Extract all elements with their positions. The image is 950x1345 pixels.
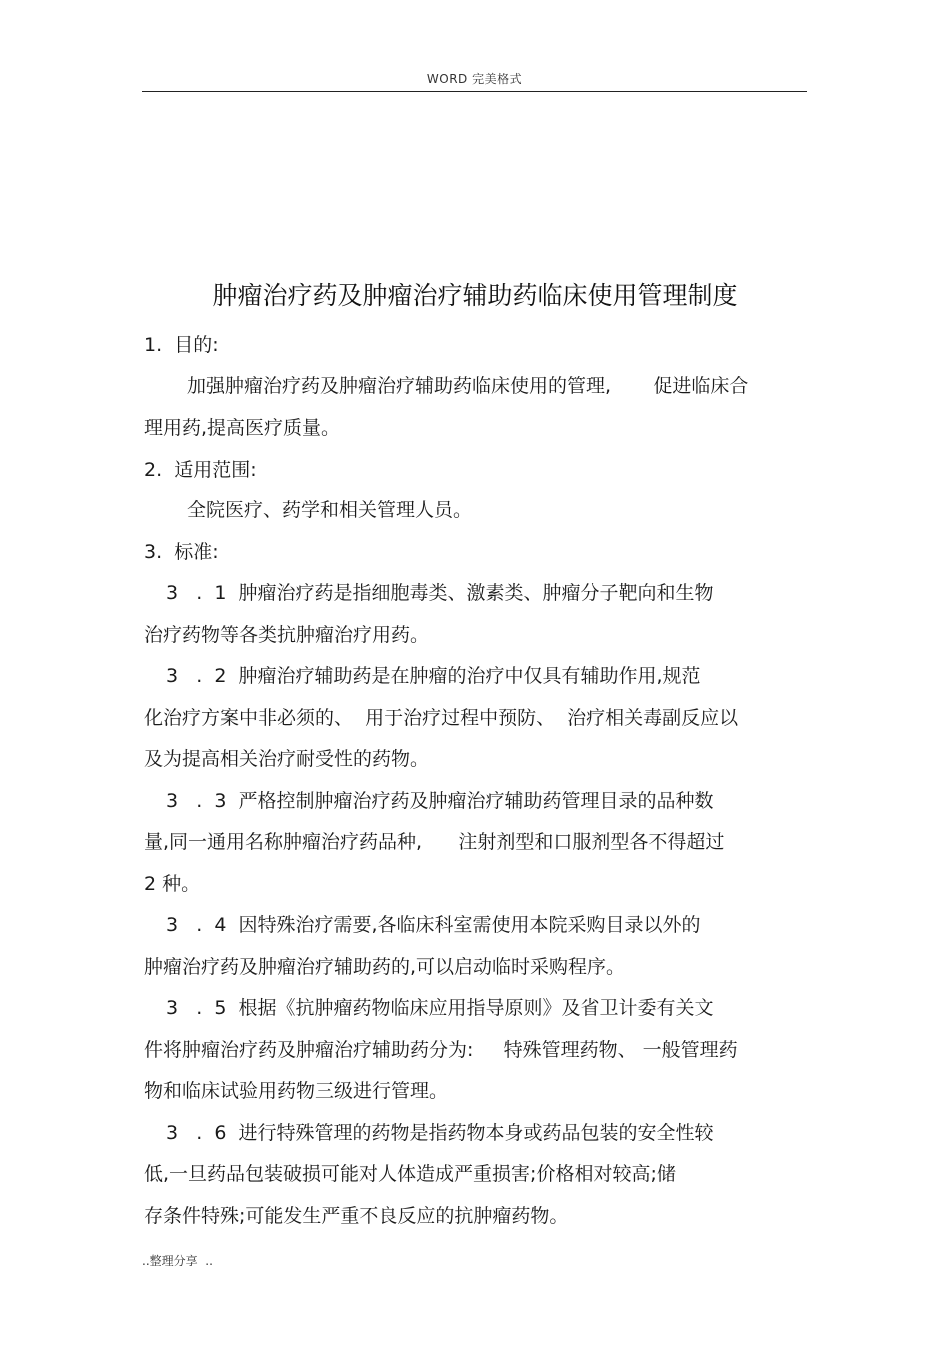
- body-line: 量,同一通用名称肿瘤治疗药品种, 注射剂型和口服剂型各不得超过: [144, 831, 725, 853]
- document-title: 肿瘤治疗药及肿瘤治疗辅助药临床使用管理制度: [212, 281, 738, 310]
- clause-line: 3 . 6 进行特殊管理的药物是指药物本身或药品包装的安全性较: [166, 1122, 714, 1144]
- page-header: WORD 完美格式: [426, 72, 523, 86]
- page-footer: ..整理分享 ..: [142, 1254, 213, 1268]
- body-line: 肿瘤治疗药及肿瘤治疗辅助药的,可以启动临时采购程序。: [144, 956, 626, 978]
- clause-line: 3 . 4 因特殊治疗需要,各临床科室需使用本院采购目录以外的: [166, 914, 701, 936]
- body-line: 2 种。: [144, 873, 201, 895]
- body-line: 加强肿瘤治疗药及肿瘤治疗辅助药临床使用的管理, 促进临床合: [187, 375, 749, 397]
- section-heading-standards: 3. 标准:: [144, 541, 219, 563]
- clause-line: 3 . 2 肿瘤治疗辅助药是在肿瘤的治疗中仅具有辅助作用,规范: [166, 665, 701, 687]
- body-line: 全院医疗、药学和相关管理人员。: [187, 499, 473, 521]
- body-line: 存条件特殊;可能发生严重不良反应的抗肿瘤药物。: [144, 1205, 569, 1227]
- section-heading-scope: 2. 适用范围:: [144, 459, 257, 481]
- header-divider: [142, 91, 807, 92]
- body-line: 治疗药物等各类抗肿瘤治疗用药。: [144, 624, 430, 646]
- body-line: 物和临床试验用药物三级进行管理。: [144, 1080, 449, 1102]
- clause-line: 3 . 1 肿瘤治疗药是指细胞毒类、激素类、肿瘤分子靶向和生物: [166, 582, 714, 604]
- body-line: 化治疗方案中非必须的、 用于治疗过程中预防、 治疗相关毒副反应以: [144, 707, 739, 729]
- body-line: 理用药,提高医疗质量。: [144, 417, 341, 439]
- body-line: 低,一旦药品包装破损可能对人体造成严重损害;价格相对较高;储: [144, 1163, 676, 1185]
- clause-line: 3 . 3 严格控制肿瘤治疗药及肿瘤治疗辅助药管理目录的品种数: [166, 790, 714, 812]
- body-line: 及为提高相关治疗耐受性的药物。: [144, 748, 430, 770]
- section-heading-purpose: 1. 目的:: [144, 334, 219, 356]
- clause-line: 3 . 5 根据《抗肿瘤药物临床应用指导原则》及省卫计委有关文: [166, 997, 714, 1019]
- body-line: 件将肿瘤治疗药及肿瘤治疗辅助药分为: 特殊管理药物、 一般管理药: [144, 1039, 738, 1061]
